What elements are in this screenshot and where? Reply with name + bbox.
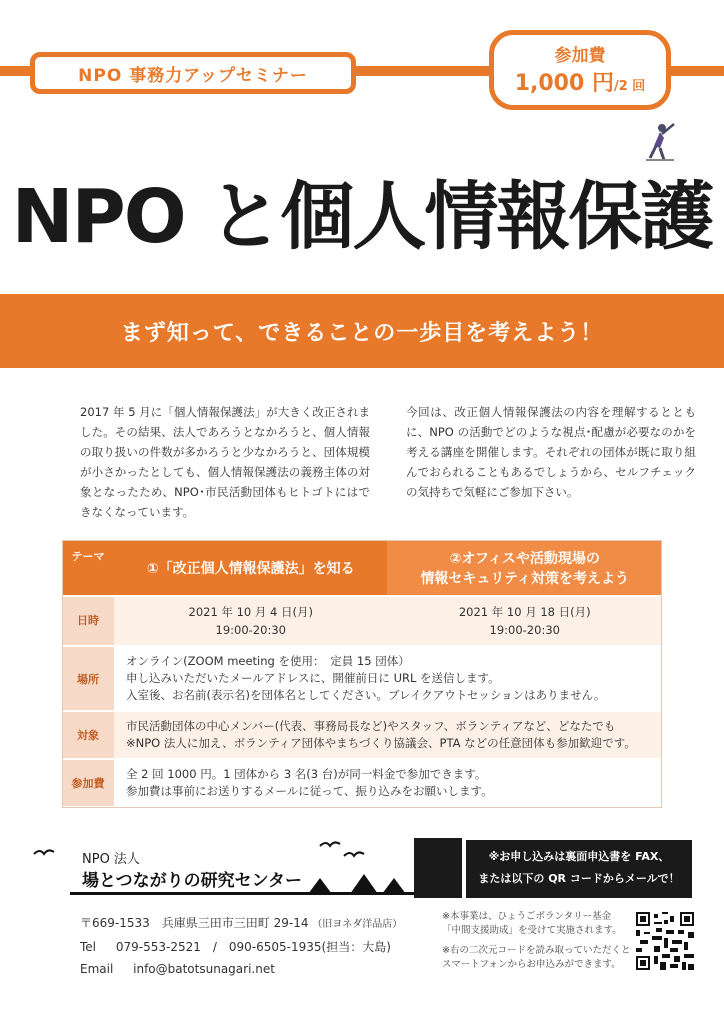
intro-right-paragraph: 今回は、改正個人情報保護法の内容を理解するとともに、NPO の活動でどのような視点･配慮が必要なのかを考える講座を開催します。それぞれの団体が既に取り組んでおられることもあるでしょうから、セルフチェックの気持ちで気軽にご参加下さい。 — [406, 405, 696, 499]
fee-line-1: 全 2 回 1000 円。1 団体から 3 名(3 台)が同一料金で参加できます。 — [126, 767, 487, 781]
session-1-time: 19:00-20:30 — [215, 623, 286, 637]
organization-logo — [30, 838, 460, 898]
email-value[interactable]: info@batotsunagari.net — [133, 962, 275, 976]
org-underline — [70, 892, 430, 895]
footnotes — [442, 910, 642, 978]
note-1-line-1: ※本事業は、ひょうごボランタリー基金 — [442, 911, 612, 922]
org-graphic-block — [414, 838, 462, 898]
fee-label: 参加費 — [62, 759, 114, 807]
contact-info — [80, 912, 402, 980]
target-line-1: 市民活動団体の中心メンバー(代表、事務局長など)やスタッフ、ボランティアなど、どなたでも — [126, 719, 616, 733]
address: 〒669-1533 兵庫県三田市三田町 29-14 — [80, 916, 309, 930]
note-2-line-2: スマートフォンからお申込みができます。 — [442, 959, 621, 970]
page-title: NPO と個人情報保護 — [11, 174, 713, 260]
apply-notice — [466, 840, 692, 898]
place-line-1: オンライン(ZOOM meeting を使用： 定員 15 団体） — [126, 654, 410, 668]
apply-line-2: または以下の QR コードからメールで！ — [478, 872, 680, 885]
session-2-time: 19:00-20:30 — [489, 623, 560, 637]
table-row-theme — [62, 540, 662, 596]
place-value — [114, 646, 662, 711]
seminar-info-table — [62, 540, 662, 808]
theme-label: テーマ — [62, 540, 114, 596]
note-1 — [442, 910, 642, 938]
place-label: 場所 — [62, 646, 114, 711]
session-1-date: 2021 年 10 月 4 日(月) — [188, 605, 313, 619]
session-2-datetime — [387, 596, 662, 646]
session-2-date: 2021 年 10 月 18 日(月) — [458, 605, 591, 619]
table-row-place — [62, 646, 662, 711]
theme-1: ①「改正個人情報保護法」を知る — [114, 540, 387, 596]
place-line-3: 入室後、お名前(表示名)を団体名としてください。ブレイクアウトセッションはありません。 — [126, 688, 606, 702]
email-label: Email — [80, 962, 114, 976]
table-row-target — [62, 711, 662, 759]
theme-2-line1: ②オフィスや活動現場の — [449, 550, 600, 567]
address-note: （旧ヨネダ洋品店） — [312, 919, 403, 930]
org-name: 場とつながりの研究センター — [82, 871, 302, 891]
date-label: 日時 — [62, 596, 114, 646]
qr-code-icon[interactable] — [636, 912, 694, 970]
subtitle: まず知って、できることの一歩目を考えよう！ — [120, 320, 604, 346]
note-2-line-1: ※右の二次元コードを読み取っていただくと — [442, 945, 631, 956]
note-1-line-2: 「中間支援助成」を受けて実施されます。 — [442, 925, 622, 936]
session-1-datetime — [114, 596, 387, 646]
series-label: NPO 事務力アップセミナー — [78, 65, 308, 86]
subtitle-band — [0, 294, 724, 368]
target-label: 対象 — [62, 711, 114, 759]
series-label-box — [30, 52, 356, 94]
tel-label: Tel — [80, 940, 97, 954]
table-row-fee — [62, 759, 662, 807]
note-2 — [442, 944, 642, 972]
theme-2 — [387, 540, 662, 596]
target-value — [114, 711, 662, 759]
fee-badge — [489, 30, 671, 110]
fee-badge-label: 参加費 — [554, 46, 606, 66]
org-prefix: NPO 法人 — [82, 852, 140, 867]
apply-line-1: ※お申し込みは裏面申込書を FAX、 — [488, 850, 670, 863]
intro-left-paragraph: 2017 年 5 月に「個人情報保護法」が大きく改正されました。その結果、法人であろうとなかろうと、個人情報の取り扱いの件数が多かろうと少なかろうと、団体規模が小さかったとしても、個人情報保護法の義務主体の対象となったため、NPO･市民活動団体もヒトゴトにはできなくなっています。 — [80, 405, 370, 519]
fee-badge-amount: 1,000 円 — [514, 71, 614, 96]
tel-value[interactable]: 079-553-2521 / 090-6505-1935(担当：大島) — [115, 940, 391, 954]
target-line-2: ※NPO 法人に加え、ボランティア団体やまちづくり協議会、PTA などの任意団体も参加歓迎です。 — [126, 736, 636, 750]
table-row-date — [62, 596, 662, 646]
place-line-2: 申し込みいただいたメールアドレスに、開催前日に URL を送信します。 — [126, 671, 500, 685]
fee-value — [114, 759, 662, 807]
fee-badge-unit: /2 回 — [613, 79, 646, 94]
theme-2-line2: 情報セキュリティ対策を考えよう — [420, 570, 630, 587]
fee-line-2: 参加費は事前にお送りするメールに従って、振り込みをお願いします。 — [126, 784, 493, 798]
